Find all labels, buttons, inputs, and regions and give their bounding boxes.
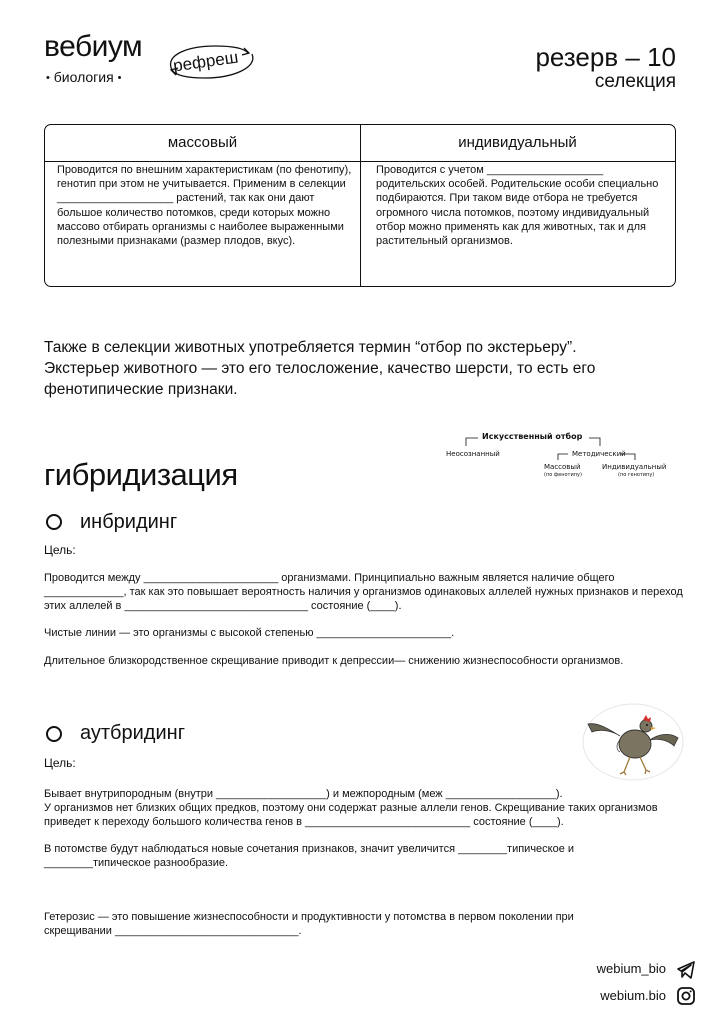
topic-title: селекция: [594, 71, 676, 92]
diagram-unconscious: Неосознанный: [446, 450, 500, 458]
inbreeding-paragraph-1: Проводится между ______________________ организмами. Принципиально важным является наличие общего _____________, так как это повышает вероятность наличия у организмов одинаковых аллелей нужных признаков и переход этих аллелей в ______________________________ состояние (____).: [44, 572, 683, 613]
diagram-methodical: Методический: [572, 450, 626, 458]
subsection-title-inbreeding: инбридинг: [80, 511, 178, 533]
outbreeding-goal-label: Цель:: [44, 756, 76, 770]
table-divider-horizontal: [45, 161, 675, 162]
section-title-hybridization: гибридизация: [44, 457, 238, 492]
subject-text: биология: [53, 69, 114, 85]
inbreeding-paragraph-3: Длительное близкородственное скрещивание приводит к депрессии— снижению жизнеспособности организмов.: [44, 655, 624, 667]
chicken-illustration-icon: [580, 702, 686, 782]
instagram-icon[interactable]: [676, 986, 696, 1006]
bullet-right: •: [117, 72, 122, 84]
diagram-individual: Индивидуальный: [602, 463, 667, 471]
bullet-circle-icon: [46, 514, 62, 530]
bullet-left: •: [46, 72, 50, 84]
selection-table: [44, 124, 676, 287]
telegram-handle[interactable]: webium_bio: [596, 961, 666, 976]
heterosis-paragraph: Гетерозис — это повышение жизнеспособности и продуктивности у потомства в первом поколении при скрещивании ______________________________.: [44, 911, 574, 938]
diagram-individual-note: (по генотипу): [618, 472, 655, 478]
intro-paragraph: Также в селекции животных употребляется термин “отбор по экстерьеру”. Экстерьер животного — это его телосложение, качество шерсти, то есть его фенотипические признаки.: [44, 339, 596, 398]
table-cell-individual: Проводится с учетом ___________________ родительских особей. Родительские особи специально подбираются. При таком виде отбора не требуется огромного числа потомков, поэтому индивидуальный отбор можно применять как для животных, так и для растительный организмов.: [376, 164, 659, 248]
diagram-mass: Массовый: [544, 463, 581, 471]
bullet-circle-icon: [46, 726, 62, 742]
outbreeding-paragraph-2: В потомстве будут наблюдаться новые сочетания признаков, значит увеличится ________типическое и ________типическое разнообразие.: [44, 843, 575, 870]
inbreeding-paragraph-2: Чистые линии — это организмы с высокой степенью ______________________.: [44, 627, 455, 639]
artificial-selection-diagram: [440, 432, 690, 484]
table-header-mass: массовый: [167, 134, 238, 151]
inbreeding-goal-label: Цель:: [44, 543, 76, 557]
outbreeding-paragraph-1b: У организмов нет близких общих предков, поэтому они содержат разные аллели генов. Скрещивание таких организмов приведет к переходу большого количества генов в ___________________________ состояние (____).: [44, 802, 658, 829]
table-header-individual: индивидуальный: [458, 134, 577, 151]
brand-logo: вебиум: [44, 30, 143, 63]
refresh-badge: рефреш: [171, 47, 240, 76]
reserve-title: резерв – 10: [535, 42, 676, 72]
outbreeding-paragraph-1a: Бывает внутрипородным (внутри __________________) и межпородным (меж __________________).: [44, 788, 563, 800]
telegram-icon[interactable]: [676, 960, 696, 980]
diagram-mass-note: (по фенотипу): [544, 472, 582, 478]
subsection-title-outbreeding: аутбридинг: [80, 722, 185, 744]
diagram-root: Искусственный отбор: [482, 432, 583, 441]
instagram-handle[interactable]: webium.bio: [600, 988, 666, 1003]
subject-label: [46, 70, 121, 85]
table-cell-mass: Проводится по внешним характеристикам (по фенотипу), генотип при этом не учитывается. Применим в селекции ___________________ растений, так как они дают большое количество потомков, среди которых можно массово отбирать организмы с наиболее выраженными полезными признаками (размер плодов, вкус).: [57, 164, 352, 248]
